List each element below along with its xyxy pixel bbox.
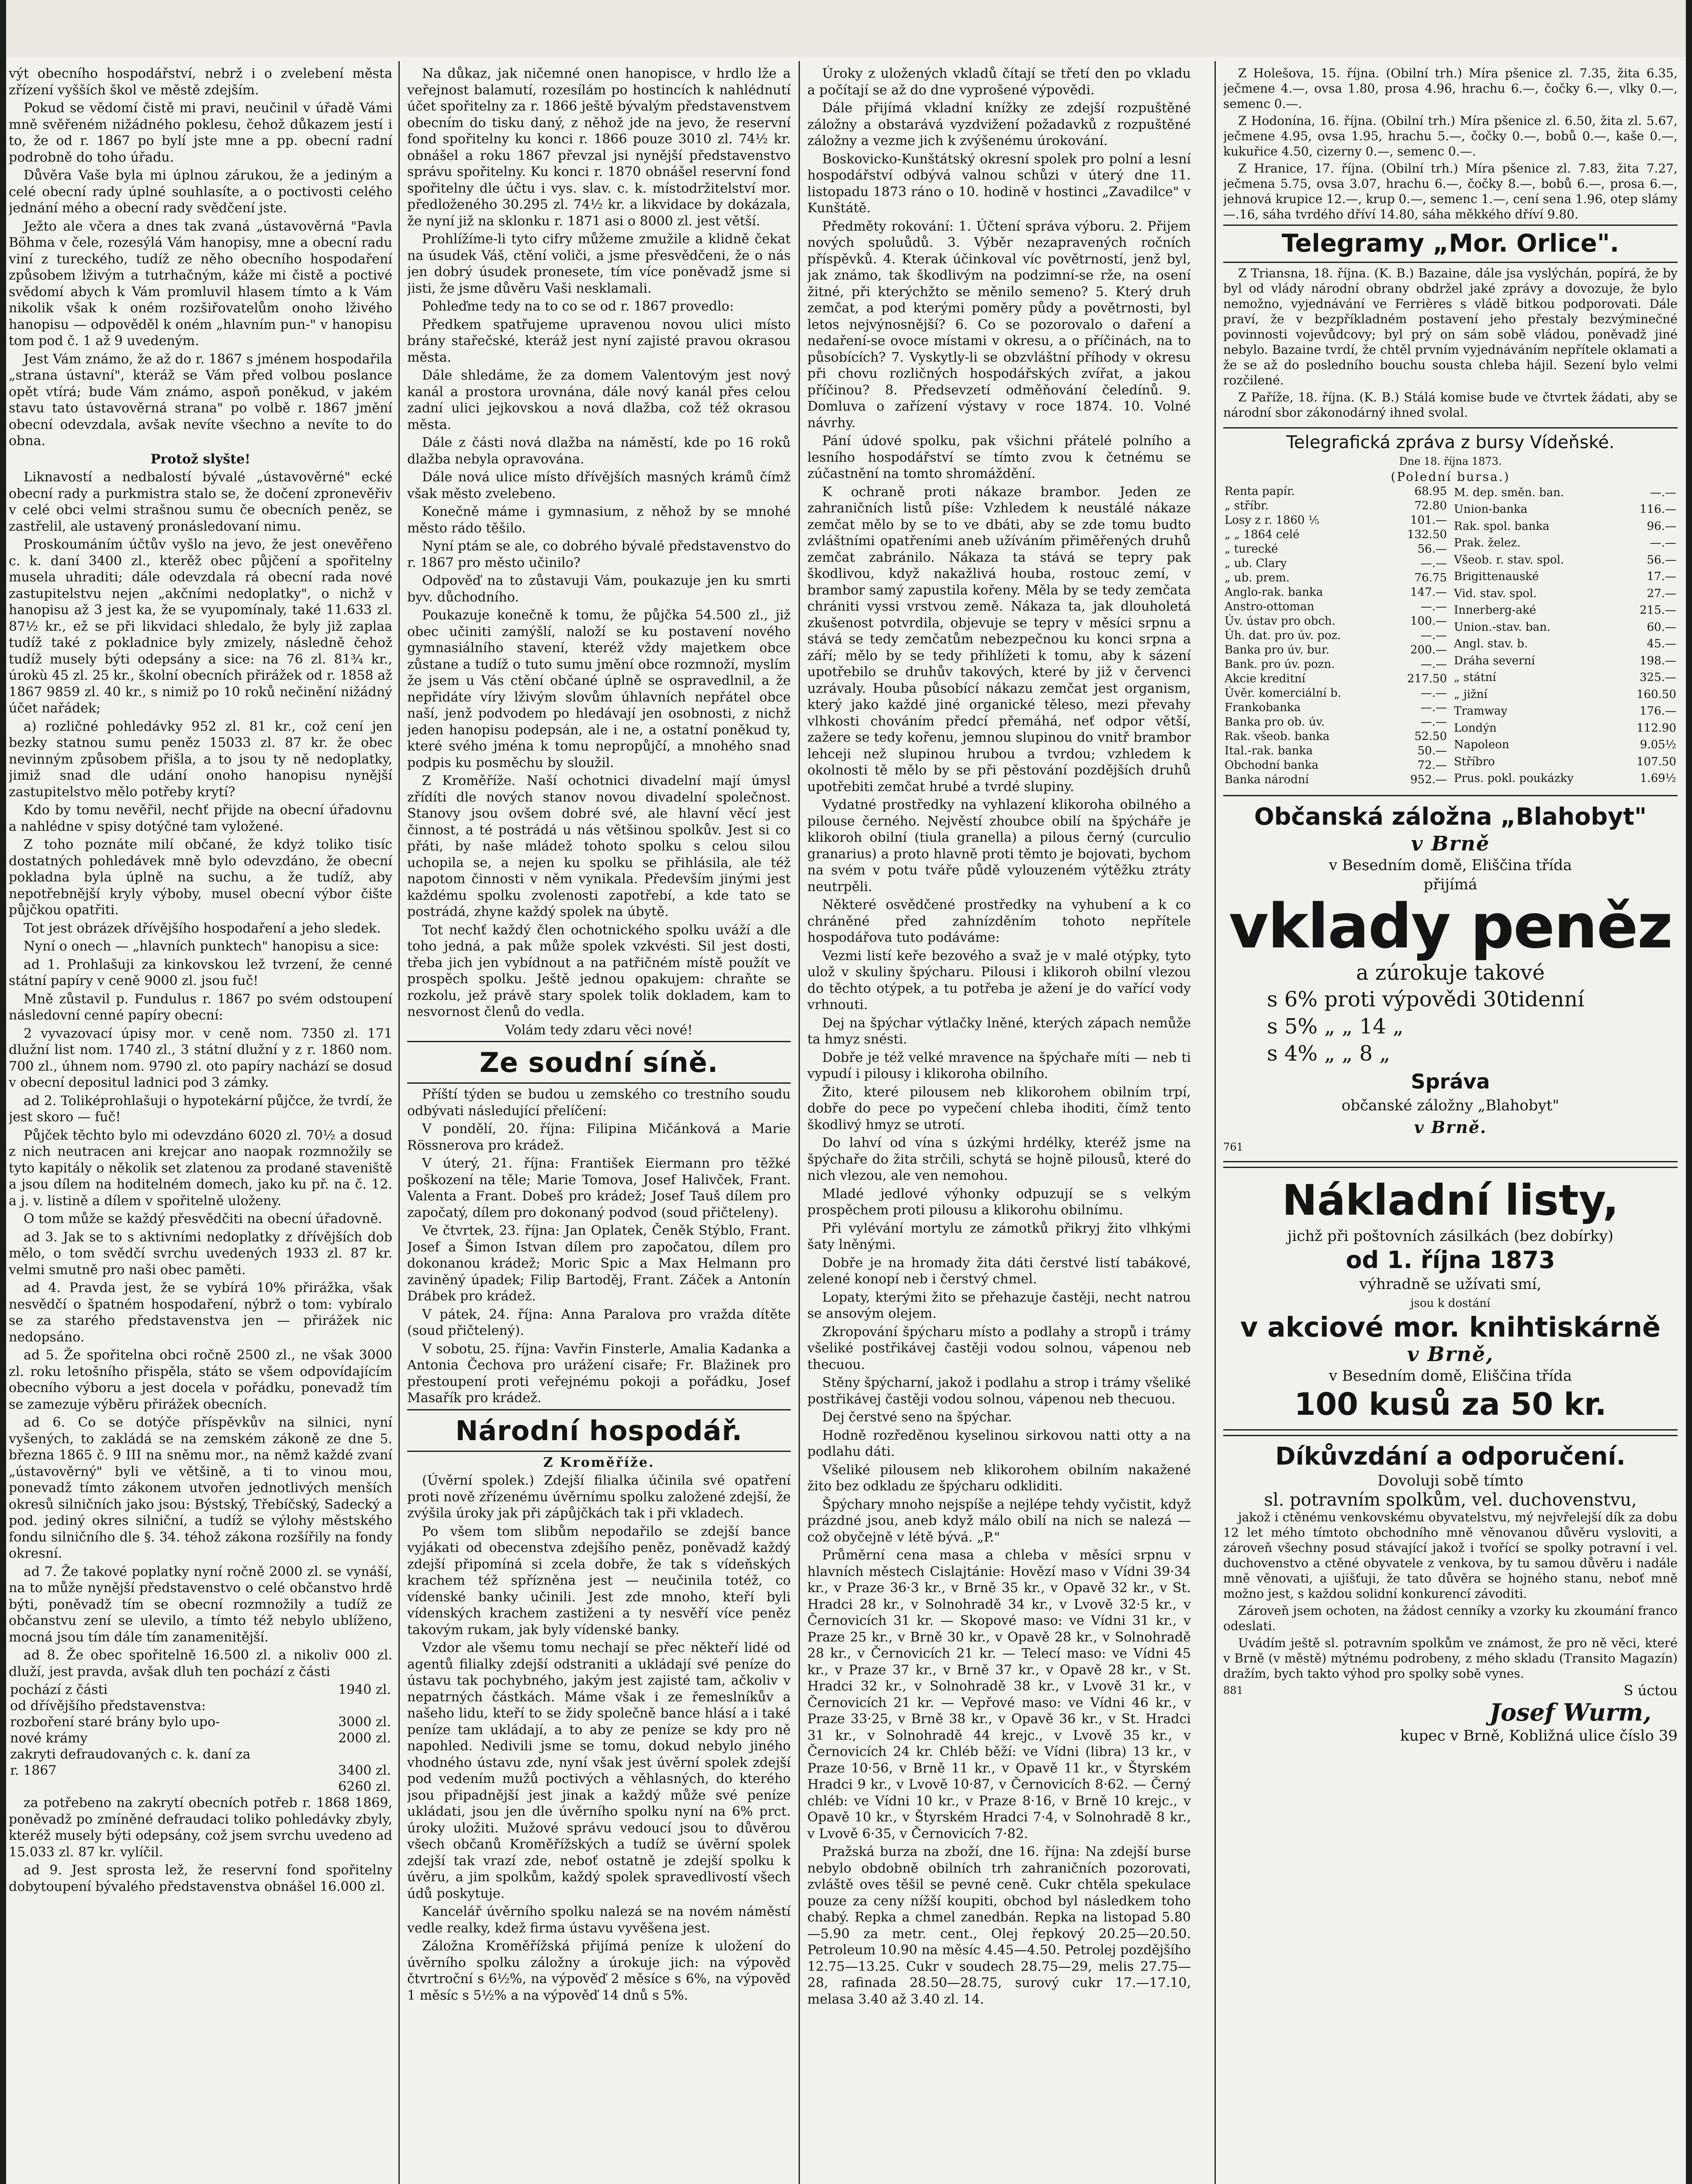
ad-line: Dovoluji sobě tímto (1377, 1472, 1523, 1489)
ad-admin: Správa (1411, 1070, 1490, 1093)
stock-name: Innerberg-aké (1454, 604, 1536, 617)
paragraph: a) rozličné pohledávky 952 zl. 81 kr., což cení jen bezky statnou sumu peněz 15033 zl. 87 kr. že obec nevinným způsobem přišla, a to jsou ty ně nedoplatky, jimiž snad dle udání onoho hanopisu nynější zastupitelstvo mělo potřeby krytí? (9, 719, 392, 800)
stock-report-date: Dne 18. října 1873. (1399, 455, 1502, 467)
stock-row (1223, 701, 1448, 715)
ad-accepts: přijímá (1423, 876, 1477, 893)
stock-value: 101.— (1410, 514, 1447, 527)
ad-blahobyt (1223, 795, 1678, 1162)
stock-value: —.— (1420, 687, 1447, 700)
paragraph: Pokud se vědomí čistě mi pravi, neučinil v úřadě Vámi mně svěřeném nižádného poklesu, čehož důkazem jestí i to, že od r. 1867 po bylí jste mne a pp. obecní radní podrobně do toho úřadu. (9, 100, 392, 165)
stock-row (1453, 670, 1678, 687)
stock-name: „ turecké (1225, 543, 1278, 556)
ledger-row: od dřívějšího představenstva: (10, 1698, 206, 1714)
section-divider (407, 1409, 791, 1410)
stock-name: Stříbro (1454, 755, 1495, 768)
subheading: Protož slyšte! (150, 451, 251, 467)
paragraph: ad 9. Jest sprosta lež, že reservní fond spořitelny dobytoupení bývalého představenstva obnášel 16.000 zl. (9, 1863, 392, 1894)
stock-row (1223, 528, 1448, 542)
section-divider (407, 1451, 791, 1452)
paragraph: Volám tedy zdaru věci nové! (505, 1022, 693, 1038)
stock-value: 9.05½ (1640, 738, 1676, 752)
paragraph: Pání údové spolku, pak všichni přátelé polního a lesního hospodářství se tímto zvou k četnému se zúčastnění na tomto shromáždění. (807, 433, 1191, 481)
paragraph: Lopaty, kterými žito se přehazuje častěji, necht natrou se ansovým olejem. (807, 1289, 1191, 1321)
stock-row (1223, 744, 1448, 758)
ad-rate: s 5% „ „ 14 „ (1267, 1014, 1404, 1039)
stock-value: —.— (1420, 557, 1447, 570)
stock-name: M. dep. směn. ban. (1454, 486, 1564, 499)
section-divider (1223, 427, 1678, 429)
ad-line: výhradně se užívati smí, (1359, 1275, 1542, 1293)
stock-value: —.— (1420, 658, 1447, 671)
market-report: Z Hodonína, 16. října. (Obilní trh.) Míra pšenice zl. 6.50, žita zl. 5.67, ječmene 4.95, ovsa 1.95, hrachu 5.—, čočky 0.—, bobů 0.—, kaše 0.—, kukuřice 4.50, cizerny 0.—, semenc 0.—. (1223, 114, 1678, 159)
stock-name: Banka pro ob. úv. (1225, 715, 1325, 729)
paragraph: Příští týden se budou u zemského co trestního soudu odbývati následující přelíčení: (407, 1087, 791, 1119)
ad-closing (1223, 1683, 1678, 1698)
paragraph: Předkem spatřujeme upravenou novou ulici místo brány stařečské, kteráž jest nyní zajisté pravou okrasou města. (407, 317, 791, 365)
stock-row (1223, 556, 1448, 571)
paragraph: Předměty rokování: 1. Účtení správa výboru. 2. Přijem nových spoluůdů. 3. Výběr nezapravených ročních příspěvků. 4. Kterak účinkoval víc povětrností, jenž byl, jak známo, tak škodlivým na podzimní-se rže, na osení žitné, při kterýchžto se měnilo semeno? 5. Který druh zemčat, a pod kterými poměry půdy a povětrnosti, byl letos nejvýnosnější? 6. Co se pozorovalo o daření a nedaření-se ovoce místami v okresu, a o příčinách, na to působících? 7. Vyskytly-li se obzvláštní příhody v okresu při chovu rozličných hospodářských zvířat, a jakou příčinou? 8. Předsevzetí odměňování čeledínů. 9. Domluva o zařízení výstavy v roce 1874. 10. Volné návrhy. (807, 218, 1191, 431)
paragraph: Nyní ptám se ale, co dobrého bývalé představenstvo do r. 1867 pro město učinilo? (407, 539, 791, 570)
paragraph: Mně zůstavil p. Fundulus r. 1867 po svém odstoupení následovní cenné papíry obecní: (9, 991, 392, 1023)
stock-value: 100.— (1410, 615, 1447, 628)
ad-rate: s 4% „ „ 8 „ (1267, 1041, 1391, 1066)
paragraph: Liknavostí a nedbalostí bývalé „ústavověrné" ecké obecní rady a purkmistra stalo se, že dočení zpronevěřiv v celé obci velmi strašnou sumu če obecních peněz, se zastřelil, ale ustavený pronásledovaní nimu. (9, 470, 392, 534)
stock-value: —.— (1420, 701, 1447, 714)
stock-row (1223, 758, 1448, 773)
ad-printer: v akciové mor. knihtiskárně (1240, 1311, 1661, 1343)
ad-admin-city: v Brně. (1414, 1117, 1487, 1137)
stock-row (1223, 686, 1448, 701)
stock-name: Úvěr. komerciální b. (1225, 687, 1341, 700)
right-scan-edge (1686, 0, 1692, 2184)
column-rule (1215, 61, 1216, 2184)
stock-name: „ jižní (1454, 688, 1488, 701)
ad-line: jichž při poštovních zásilkách (bez dobírky) (1287, 1227, 1614, 1245)
stock-row (1453, 585, 1678, 602)
stock-name: Prak. želez. (1454, 536, 1521, 550)
column-rule (398, 61, 400, 2184)
stock-value: 56.— (1417, 543, 1447, 556)
ad-address: kupec v Brně, Kobližná ulice číslo 39 (1400, 1727, 1678, 1745)
column-rule (799, 61, 800, 2184)
stock-value: 72.— (1417, 759, 1447, 772)
ledger-row: zakryti defraudovaných c. k. daní za (10, 1747, 251, 1762)
stock-name: Angl. stav. b. (1454, 637, 1528, 651)
paragraph: 2 vyvazovací úpisy mor. v ceně nom. 7350 zl. 171 dlužní list nom. 1740 zl., 3 státní dlužní y z r. 1860 nom. 700 zl., úhnem nom. 9790 zl. oto papíry nachází se dosud v obecní depositul ladnici pod 3 zámky. (9, 1026, 392, 1090)
stock-row (1453, 552, 1678, 569)
stock-name: Anstro-ottoman (1225, 600, 1315, 613)
column-3 (807, 66, 1191, 2009)
ad-line: sl. potravním spolkům, vel. duchovenstvu, (1264, 1490, 1637, 1510)
paragraph: ad 7. Že takové poplatky nyní ročně 2000 zl. se vynáší, na to může nynější představenstvo o celé občanstvo hrdě býti, poněvadž tím se obecní rozmnožily a tudíž ze občanstvu zení se ulevilo, a tímto též nebylo ublíženo, mocná jsou tím dále tím zanamenitější. (9, 1564, 392, 1645)
stock-name: Banka národní (1225, 773, 1309, 786)
ad-title: Nákladní listy, (1282, 1176, 1619, 1225)
paragraph: Kancelář úvěrního spolku nalezá se na novém náměstí vedle realky, kdež firma ústavu vyvěšena jest. (407, 1904, 791, 1936)
paragraph: Pražská burza na zboží, dne 16. října: Na zdejší burse nebylo obdobně obilních trh zahraničních pozorovati, zvláště oves těšil se pevné ceně. Cukr chtěla spekulace pouze za ceny nížší koupiti, obchod byl následkem toho chabý. Repka a chmel zanedbán. Repka na listopad 5.80—5.90 za metr. cent., Olej řepkový 20.25—20.50. Petroleum 10.90 na měsíc 4.45—4.50. Petrolej pozdějšího 12.75—13.25. Cukr v soudech 28.75—29, melis 27.75—28, rafinada 28.50—28.75, surový cukr 17.—17.10, melasa 3.40 až 3.40 zl. 14. (807, 1844, 1191, 2007)
stock-name: „ ub. Clary (1225, 557, 1287, 570)
paragraph: Jest Vám známo, že až do r. 1867 s jménem hospodařila „strana ústavní", kteráž se Vám před volbou poslance opět vtírá; bude Vám známo, aspoň poněkud, v jakém stavu tato ústavověrná strana" po volbě r. 1867 jmění obecní odevzdala, avšak nevíte všechno a nevíte to do obna. (9, 351, 392, 449)
stock-row (1453, 518, 1678, 535)
paragraph: Stěny špýcharní, jakož i podlahu a strop i trámy všeliké postřikávej častěji vodou solnou, vápenou neb thecuou. (807, 1375, 1191, 1407)
stock-report-subtitle: (Polední bursa.) (1391, 470, 1510, 484)
section-divider (1223, 225, 1678, 226)
stock-row (1223, 571, 1448, 585)
stock-row (1453, 636, 1678, 653)
paragraph: V úterý, 21. října: František Eiermann pro těžké poškození na těle; Marie Tomova, Josef Halivček, Frant. Valenta a Frant. Dobeš pro krádež; Josef Tauš dílem pro započatý, dílem pro dokonaný podvod (soud přičteleny). (407, 1156, 791, 1220)
ad-city: v Brně, (1407, 1342, 1494, 1366)
stock-row (1453, 653, 1678, 670)
stock-value: 56.— (1647, 553, 1676, 567)
ad-title: Díkůvzdání a odporučení. (1275, 1442, 1626, 1471)
section-divider (1223, 262, 1678, 263)
stock-row (1223, 773, 1448, 787)
paragraph: Z Kroměříže. Naší ochotnici divadelní mají úmysl zřídíti dle nových stanov novou divadelní společnost. Stanovy jsou ovšem dobré své, ale hlavní věcí jest činnost, a té postrádá u nás většinou spolkův. Jest si co přáti, by naše mládež tohoto spolku s celou silou uchopila se, a nejen ku spolku se přihlásila, ale též napotom činnosti v něm vynikala. Především jinými jest každému spolku zvolenosti zapotřebí, a kde tato se postrádá, zhyne každý spolek na úbytě. (407, 773, 791, 919)
stock-row (1223, 600, 1448, 614)
ledger-row: pochází z části 1940 zl. (10, 1682, 391, 1697)
stock-name: Bank. pro úv. pozn. (1225, 658, 1335, 671)
paragraph: Do lahví od vína s úzkými hrdélky, kteréž jsme na špýchaře do žita strčili, schytá se hojně pilousů, které do nich vlezou, ale ven nemohou. (807, 1135, 1191, 1183)
ad-city: v Brně (1411, 832, 1490, 855)
paragraph: Prohlížíme-li tyto cifry můžeme zmužile a klidně čekat na úsudek Váš, ctění voliči, a jsme přesvědčeni, že o nás jen dobrý úsudek pronesete, tím více poněvadž jsme si jisti, že jsme důvěru Vaši nesklamali. (407, 232, 791, 296)
paragraph: Dále přijímá vkladní knížky ze zdejší rozpuštěné záložny a obstarává vyzdvižení požadavků z rozpuštěné záložny a vezme jich k zvýšenému úrokování. (807, 100, 1191, 149)
page-top-margin (0, 0, 1692, 57)
ledger-row: rozboření staré brány bylo upo- 3000 zl. (10, 1714, 391, 1730)
paragraph: Vydatné prostředky na vyhlazení klikoroha obilného a pilouse černého. Nejvěstí zhoubce obilí na špýcháře je klikoroh obilní (tiula granella) a pilous černý (curculio granarius) a proto hlavně proti těmto je bojovati, bychom na svém v potu tváře půdě vylouzeném výtěžku ztráty neutrpěli. (807, 797, 1191, 895)
stock-row (1223, 715, 1448, 729)
paragraph: Tot nechť každý člen ochotnického spolku uváží a dle toho jedná, a pak může spolek vzkvésti. Sil jest dosti, třeba jich jen vybídnout a na patřičném místě použít ve prospěch spolku. Ještě jednou opakujem: chraňte se rozkolu, jež právě stary spolek tolik dokladem, kam to nesvornost členů do vedla. (407, 922, 791, 1019)
stock-value: 116.— (1640, 503, 1676, 516)
stock-row (1223, 657, 1448, 672)
ad-line: jsou k dostání (1410, 1297, 1491, 1310)
paragraph: ad 8. Že obec spořitelně 16.500 zl. a nikoliv 000 zl. dluží, jest pravda, avšak dluh ten pochází z části (9, 1648, 392, 1679)
paragraph: Na důkaz, jak ničemné onen hanopisce, v hrdlo lže a veřejnost balamutí, rozesílám po hostincích k nahlédnutí účet spořitelny za r. 1866 ještě bývalým představenstvem obecním do tisku daný, z něhož jde na jevo, že reservní fond spořitelny ku konci r. 1866 pouze 3010 zl. 74½ kr. obnášel a roku 1867 převzal jsi nynější představenstvo správu spořitelny. Ku konci r. 1870 obnášel reservní fond spořitelny dle účtu i vys. slav. c. k. místodržitelství mor. předloženého 30.295 zl. 74½ kr. a likvidace by dokázala, že nyní již na sklonku r. 1871 asi o 8000 zl. jest větší. (407, 66, 791, 229)
ad-interest: a zúrokuje takové (1356, 961, 1545, 985)
paragraph: výt obecního hospodářství, nebrž i o zvelebení města zřízení vyšších škol ve městě zdejším. (9, 66, 392, 98)
stock-name: Losy z r. 1860 ⅕ (1225, 514, 1319, 527)
ad-admin-line: občanské záložny „Blahobyt" (1341, 1097, 1560, 1114)
stock-row (1453, 569, 1678, 586)
stock-row (1453, 720, 1678, 737)
paragraph: Vzdor ale všemu tomu nechají se přec někteří lidé od agentů filialky zdejší odstraniti a ukládají své peníze do ústavu tak pochybného, jakým jest zajisté tam, ačkoliv v nepatrných částkách. Máme však i ze řemeslníkův a našeho lidu, kteří to se židy společně bance hlásí a i také peníze tam ukládají, a to aby ze peníze se kdy pro ně napohled. Nedivili jsme se tomu, dokud nebylo jiného vhodného ústavu zde, nyní však jest úvěrní spolek zdejší pod vedením mužů poctivých a věhlasných, do kterého jsou připadnější jest jinak a každý může své peníze ukládati, jsou jen dle úvěrního spolku nyní na 6% prct. úroky uložiti. Mužové správu vedoucí jsou to důvěrou všech občanů Kroměřížských a tudíž se úvěrní spolek zdejší tak vrazí zde, neboť ostatně je zdejší spolku k úvěru, a jim spolkům, každý spolek spravedlivostí všech údů poskytuje. (407, 1640, 791, 1901)
ad-signature: Josef Wurm, (1489, 1698, 1651, 1726)
paragraph: ad 3. Jak se to s aktivními nedoplatky z dřívějších dob mělo, o tom svědčí svrchu uvedených 1933 zl. 87 kr. velmi smutně pro naši obec paměti. (9, 1229, 392, 1278)
paragraph: Po všem tom slibům nepodařilo se zdejší bance vyjákati od obecenstva zdejšího peněz, poněvadž každý zdejší připomíná si zcela dobře, že tak s vídeňských krachem též spřízněna jest — neučinila totéž, co vídenské banky učinili. Jest zde mnoho, kteří byli vídenských krachem zastiženi a ty nesvěří více peněz takovým rukam, jak byly vídenské banky. (407, 1524, 791, 1638)
stock-value: 27.— (1647, 587, 1676, 600)
stock-name: Vid. stav. spol. (1454, 587, 1537, 600)
paragraph: Dále shledáme, že za domem Valentovým jest nový kanál a prostora urovnána, dále nový kanál přes celou zadní ulici jejkovskou a nová dlažba, což též okrasou města. (407, 368, 791, 432)
paragraph: Proskoumáním účtův vyšlo na jevo, že jest onevěřeno c. k. daní 3400 zl., kterěž obec půjčení a spořitelny musela uhraditi; dále odevzdala rá obecní rada nové zastupitelstvu nejen „akčními nedoplatky", o nichž v hanopisu až 3 jest ka, že se vyupomínaly, také 11.633 zl. 87½ kr., ež se při likvidaci shledalo, že byly již zaplaa tudíž také z pokladnice byly zmizely, následně čehož tudíž musely býti odepsány a sice: na 76 zl. 81¾ kr., úrokù 45 zl. 25 kr., školní obecních přirážek od r. 1858 až 1867 9859 zl. 40 kr., s nimiž po 10 roků nečinění nižádný účet nařádek; (9, 537, 392, 716)
stock-row (1223, 484, 1448, 499)
paragraph: Dobře je na hromady žita dáti čerstvé listí tabákové, zelené konopí neb i čerstvý chmel. (807, 1255, 1191, 1287)
paragraph: Dej na špýchar výtlačky lněné, kterých zápach nemůže ta hmyz snésti. (807, 1015, 1191, 1047)
ad-headline: vklady peněz (1228, 891, 1672, 962)
stock-value: 45.— (1647, 637, 1676, 651)
paragraph: Mladé jedlové výhonky odpuzují se s velkým prospěchem proti pilousu a klikorohu obilnímu. (807, 1186, 1191, 1218)
paragraph: Všeliké pilousem neb klikorohem obilním nakažené žito bez odkladu ze špýcharu odkliditi. (807, 1462, 1191, 1494)
stock-name: „ ub. prem. (1225, 571, 1290, 584)
stock-row (1453, 686, 1678, 703)
paragraph: Konečně máme i gymnasium, z něhož by se mnohé město rádo těšilo. (407, 504, 791, 536)
ad-rate: s 6% proti výpovědi 30tidenní (1267, 987, 1585, 1012)
stock-name: Frankobanka (1225, 701, 1301, 714)
paragraph: Dále z části nová dlažba na náměstí, kde po 16 roků dlažba nebyla opravována. (407, 435, 791, 467)
stock-row (1223, 643, 1448, 657)
paragraph: ad 4. Pravda jest, že se vybírá 10% přirážka, však nesvědčí o špatném hospodaření, nýbrž o tom: vybíralo se za starého představenstva jen — přirážek nic nedopsáno. (9, 1280, 392, 1345)
market-report: Z Hranice, 17. října. (Obilní trh.) Míra pšenice zl. 7.83, žita 7.27, ječmena 5.75, ovsa 3.07, hrachu 6.—, čočky 8.—, bobů 6.—, prosa 6.—, jehnová krupice 12.—, krup 0.—, semenc 1.—, cení sena 1.96, otep slámy —.16, sáha tvrdého dříví 14.80, sáha měkkého dříví 9.80. (1223, 161, 1678, 221)
stock-name: „ „ 1864 celé (1225, 528, 1300, 541)
telegrams-heading: Telegramy „Mor. Orlice". (1281, 229, 1619, 258)
column-1 (9, 66, 392, 1897)
ad-date: od 1. října 1873 (1346, 1246, 1555, 1274)
stock-table-left (1223, 484, 1448, 787)
paragraph: V sobotu, 25. října: Vavřin Finsterle, Amalia Kadanka a Antonia Čechova pro urážení cisaře; Fr. Blažinek pro přestoupení proti veřejnému pokoji a pořádku, Josef Masařík pro krádež. (407, 1341, 791, 1406)
stock-name: Tramway (1454, 705, 1508, 718)
stock-value: 132.50 (1407, 528, 1447, 541)
stock-value: —.— (1650, 486, 1676, 499)
ad-closing-text: S úctou (1623, 1682, 1678, 1699)
stock-value: 147.— (1410, 586, 1447, 599)
market-report: Z Holešova, 15. října. (Obilní trh.) Míra pšenice zl. 7.35, žita 6.35, ječmene 4.—, ovsa 1.80, prosa 4.96, hrachu 6.—, čočky 6.—, vlky 0.—, semenc 0.—. (1223, 66, 1678, 111)
section-divider (407, 1041, 791, 1042)
stock-name: Union.-stav. ban. (1454, 620, 1550, 634)
paragraph: Zkropování špýcharu místo a podlahy a stropů i trámy všeliké postřikávej častěji vodou solnou, vápenou neb thecuou. (807, 1324, 1191, 1372)
paragraph: Dej čerstvé seno na špýchar. (822, 1410, 1012, 1425)
paragraph: Půjček těchto bylo mi odevzdáno 6020 zl. 70½ a dosud z nich neutracen ani krejcar ano naopak rozmnožily se tyto kapitály o několik set zlatenou za prodané staveniště a jsou dílem na hoditelném domech, jako ku př. na č. 12. a j. v. listině a dílem v spořitelně uloženy. (9, 1127, 392, 1209)
stock-value: 17.— (1647, 570, 1676, 584)
stock-value: 68.95 (1414, 485, 1447, 498)
stock-value: 952.— (1410, 773, 1447, 786)
stock-row (1453, 737, 1678, 754)
stock-value: —.— (1420, 629, 1447, 642)
paragraph: Úroky z uložených vkladů čítají se třetí den po vkladu a počítají se až do dne vyprošené výpovědi. (807, 66, 1191, 98)
paragraph: Ve čtvrtek, 23. října: Jan Oplatek, Čeněk Stýblo, Frant. Josef a Šimon Istvan dílem pro započatou, dílem pro dokonanou krádež; Moric Spic a Max Helmann pro zaviněný úpadek; Filip Bartoděj, Frant. Záček a Antonín Drábek pro krádež. (407, 1223, 791, 1304)
stock-row (1223, 513, 1448, 528)
paragraph: Kdo by tomu nevěřil, nechť přijde na obecní úřadovnu a nahlédne v spisy dotýčné tam vyložené. (9, 802, 392, 834)
paragraph: Dále nová ulice místo dřívějších masných krámů čímž však město zvelebeno. (407, 470, 791, 501)
ad-nakladni-listy (1223, 1167, 1678, 1431)
stock-value: 60.— (1647, 620, 1676, 634)
section-divider (407, 1082, 791, 1084)
column-2 (407, 66, 791, 2005)
paragraph: ad 1. Prohlašuji za kinkovskou lež tvrzení, že cenné státní papíry v ceně 9000 zl. jsou fuč! (9, 957, 392, 988)
paragraph: V pondělí, 20. října: Filipina Mičánková a Marie Rössnerova pro krádež. (407, 1121, 791, 1153)
stock-value: 96.— (1647, 519, 1676, 533)
paragraph: Tot jest obrázek dřívějšího hospodaření a jeho sledek. (24, 920, 381, 936)
stock-name: Rak. všeob. banka (1225, 730, 1330, 743)
stock-name: Úv. ústav pro obch. (1225, 615, 1336, 628)
column-4 (1223, 66, 1678, 1756)
left-scan-edge (0, 0, 6, 2184)
paragraph: V pátek, 24. října: Anna Paralova pro vražda dítěte (soud přičtelený). (407, 1306, 791, 1338)
section-heading-court: Ze soudní síně. (479, 1047, 719, 1078)
stock-value: 112.90 (1637, 721, 1676, 735)
paragraph: Ježto ale včera a dnes tak zvaná „ústavověrná "Pavla Böhma v čele, rozesýlá Vám hanopisy, mne a obecní radu viní z tureckého, tudíž ze něho obecního hospodaření způsobem lživým a tutrhačným, káže mi čistě a poctivé svědomí abych k Vám promluvil hlasem tímto a k Vám nikolik však k oném rozšiřovatelům onoho lživého hanopisu — odpověděl k oném „hlavním pun-" v hanopisu tom pod č. 1 až 9 uvedeným. (9, 218, 392, 349)
ad-address: v Besedním domě, Eliščina třída (1329, 857, 1572, 874)
stock-name: Londýn (1454, 721, 1497, 735)
stock-name: „ státní (1454, 671, 1496, 684)
paragraph: Vezmi listí keře bezového a svaž je v malé otýpky, tyto ulož v skuliny špýcharu. Pilousi i klikoroh obilní vlezou do těchto otýpek, a tu potřeba je ažení je do vařící vody vrhnouti. (807, 948, 1191, 1013)
telegram: Z Triansna, 18. října. (K. B.) Bazaine, dále jsa vyslýchán, popírá, že by byl od vlády národní obrany obdržel jaké zprávy a dovozuje, že bylo nemožno, vyjednávání ve Ferrières s vládě bitkou podporovati. Dále praví, že v bezpříkladném postavení jeho přestaly bezvýminečné povinnosti vojevůdcovy; byl prý on sám sobě vládou, poněvadž jiné nebylo. Bazaine tvrdí, že chtěl prvním vyjednáváním nepřítele oklamati a že se až do posledního bouchu sousta chleba hájil. Sezení bylo velmi rozčilené. (1223, 266, 1678, 387)
stock-row (1453, 753, 1678, 771)
stock-row (1223, 614, 1448, 629)
ledger-row: r. 1867 3400 zl. (10, 1763, 391, 1778)
stock-name: Všeob. r. stav. spol. (1454, 553, 1564, 567)
stock-name: Anglo-rak. banka (1225, 586, 1323, 599)
stock-row (1223, 542, 1448, 556)
debt-ledger (9, 1682, 392, 1795)
stock-row (1223, 672, 1448, 686)
ad-address: v Besedním domě, Eliščina třída (1329, 1367, 1572, 1385)
ledger-row: 6260 zl. (338, 1779, 391, 1794)
paragraph: Nyní o onech — „hlavních punktech" hanopisu a sice: (24, 939, 379, 954)
stock-row (1223, 729, 1448, 744)
ad-number: 761 (1223, 1141, 1243, 1153)
paragraph: Při vylévání mortylu ze zámotků přikryj žito vlhkými šaty lněnými. (807, 1220, 1191, 1252)
paragraph: ad 2. Toliképrohlašuji o hypotekární půjčce, že tvrdí, že jest skoro — fuč! (9, 1093, 392, 1125)
paragraph: Žito, které pilousem neb klikorohem obilním trpí, dobře do pece po vypečení chleba ihoditi, čímž tento škodlivý hmyz se utrotí. (807, 1084, 1191, 1133)
stock-row (1453, 602, 1678, 619)
stock-value: 1.69½ (1640, 772, 1676, 785)
paragraph: Důvěra Vaše byla mi úplnou zárukou, že a jediným a celé obecní rady úplné souhlasíte, a o poctivosti celého jednání mého a obecní rady svědčení jste. (9, 168, 392, 216)
stock-report-heading: Telegrafická zpráva z bursy Vídeňské. (1286, 432, 1615, 453)
ad-wurm (1223, 1435, 1678, 1752)
paragraph: K ochraně proti nákaze brambor. Jeden ze zahraničních listů píše: Vzhledem k neustálé nákaze zemčat mělo by se to ve dbáti, aby se zde tomu budto zvláštními opatřeními aneb užíváním přiměřených druhů zemčat zabránilo. Nákaza ta stává se tepry pak škodlivou, když nakažlivá houba, rostouc zemí, v brambor samý zapustila kořeny. Měla by se tedy zemčata chrániti vyssi vrstvou země. Nákaza ta, jak dlouholetá zkušenost potvrdila, objevuje se tepry v měsíci srpnu a stává se tedy zemčatům nebezpečnou ku konci srpna a září; mělo by se tedy přihlížeti k tomu, aby k sázení upotřebilo se druhův takových, které by již v červenci uzrávaly. Houba působící nákazu zemčat jest organism, který jako každé jiné organické těleso, mezi převahy vlhkosti chováním předcí přemáhá, neť odpor větší, zažere se tedy kořenu, jemnou slupinou do vnitř brambor lehceji než slupinou hrubou a tvrdou; vzhledem k okolnosti tě mělo by se při pěstování pozdějších druhů upotřebiti zemčat hrubé a tvrdé slupiny. (807, 484, 1191, 795)
ad-number: 881 (1223, 1684, 1243, 1697)
stock-name: Úh. dat. pro úv. poz. (1225, 629, 1341, 642)
stock-value: 160.50 (1637, 688, 1676, 701)
paragraph: O tom může se každý přesvědčiti na obecní úřadovně. (24, 1211, 382, 1227)
paragraph: Záložna Kroměřížská přijímá peníze k uložení do úvěrního spolku záložny a úrokuje jich: na výpověď čtvrtroční s 6½%, na výpověď 2 měsíce s 6%, na výpověď 1 měsíc s 5½% a na výpověď 14 dnů s 5%. (407, 1939, 791, 2003)
stock-name: Banka pro úv. bur. (1225, 643, 1329, 657)
stock-table (1223, 484, 1678, 787)
paragraph: ad 6. Co se dotýče příspěvkův na silnici, nyní vyšených, to zakládá se na zemském zákoně ze dne 5. března 1865 č. 9 III na sněmu mor., na němž každé zvaní „ústavověrný" byli ve většině, a ti to vinou mou, ponevadž tímto zákonem utvořen jednotlivých menších okresů silničních jako jsou: Býstský, Třebíčský, Sadecký a pod. jediný okres silniční, a tudíž se výlohy městského fondu silničního dle §. 34. téhož zákona rozšířily na fondy okresní. (9, 1415, 392, 1561)
ad-paragraph: Uvádím ještě sl. potravním spolkům ve známost, že pro ně věci, které v Brně (v městě) mýtnému podrobeny, z mého skladu (Transito Magazín) dražím, bych takto výhod pro spolky sobě vynes. (1223, 1636, 1678, 1681)
stock-value: —.— (1420, 600, 1447, 613)
paragraph: Některé osvědčené prostředky na vyhubení a k co chráněné před zahnízděním tohoto nepřítele hospodářova tuto podáváme: (807, 897, 1191, 945)
stock-value: 198.— (1640, 654, 1676, 667)
stock-name: Rak. spol. banka (1454, 519, 1550, 533)
stock-value: 72.80 (1414, 499, 1447, 512)
paragraph: Odpověď na to zůstavuji Vám, poukazuje jen ku smrti byv. důchodního. (407, 573, 791, 605)
stock-name: Union-banka (1454, 503, 1528, 516)
paragraph: Dobře je též velké mravence na špýchaře míti — neb ti vypudí i pilousy i klikoroha obilního. (807, 1050, 1191, 1082)
paragraph: Špýchary mnoho nejspíše a nejlépe tehdy vyčistit, když prázdné jsou, aneb když málo obilí na nich se nalezá — což obyčejně v létě bývá. „P." (807, 1496, 1191, 1545)
ad-paragraph: jakož i ctěnému venkovskému obyvatelstvu, mý nejvřelejší dík za dobu 12 let mého tímtoto obchodního mně věnovanou důvěru vysloviti, a zároveň všechny posud stávající jakož i tvořící se spolky potravní i vel. duchovenstvo a ctěné obyvatele z venkova, by tu samou důvěru i nadále mně věnovati, a ujišťuji, že tato důvěra se hojného stanu, neboť mně možno jest, s každou solidní konkurencí závoditi. (1223, 1510, 1678, 1601)
stock-row (1453, 535, 1678, 552)
stock-row (1453, 703, 1678, 720)
paragraph: ad 5. Že spořitelna obci ročně 2500 zl., ne však 3000 zl. roku letošního přispěla, státo se všem odpovídajícím obecního výboru a jest docela v pořádku, ponevadž tím se zamezuje výběru přirážek obecních. (9, 1348, 392, 1412)
stock-value: 76.75 (1414, 571, 1447, 584)
stock-row (1223, 629, 1448, 643)
stock-name: Renta papír. (1225, 485, 1295, 498)
paragraph: Průměrní cena masa a chleba v měsíci srpnu v hlavních městech Cislajtánie: Hovězí maso v Vídni 39·34 kr., v Praze 36·3 kr., v Brně 35 kr., v Opavě 32 kr., v St. Hradci 28 kr., v Solnohradě 34 kr., v Lvově 32·5 kr., v Černovicích 31 kr. — Skopové maso: ve Vídni 31 kr., v Praze 25 kr., v Brně 30 kr., v Opavě 28 kr., v Solnohradě 28 kr., v Černovicích 21 kr. — Telecí maso: ve Vídni 45 kr., v Praze 37 kr., v Brně 37 kr., v Opavě 28 kr., v St. Hradci 32 kr., v Solnohradě 38 kr., v Lvově 31 kr., v Černovicích 21 kr. — Vepřové maso: ve Vídni 46 kr., v Praze 33·25, v Brně 38 kr., v Opavě 36 kr., v St. Hradci 31 kr., v Solnohradě 44 krejc., v Lvově 35 kr., v Černovicích 24 kr. Chléb běží: ve Vídni (libra) 13 kr., v Praze 10·56, v Brně 11 kr., v Opavě 11 kr., v Štyrském Hradci 9 kr., v Lvově 10·87, v Černovicích 8·62. — Černý chléb: ve Vídni 10 kr., v Praze 8·16, v Brně 10 krejc., v Opavě 10 kr., v Štyrském Hradci 7·4, v Solnohradě 8 kr., v Lvově 6·35, v Černovicích 7·82. (807, 1548, 1191, 1842)
ledger-row: nové krámy 2000 zl. (10, 1731, 391, 1746)
ad-title: Občanská záložna „Blahobyt" (1254, 803, 1647, 830)
stock-name: Akcie kreditní (1225, 672, 1306, 685)
stock-value: —.— (1650, 536, 1676, 550)
paragraph: Pohleďme tedy na to co se od r. 1867 provedlo: (422, 299, 734, 314)
section-heading-economy: Národní hospodář. (455, 1414, 743, 1447)
stock-row (1223, 499, 1448, 513)
stock-name: Ital.-rak. banka (1225, 744, 1313, 757)
stock-name: Prus. pokl. poukázky (1454, 772, 1574, 785)
paragraph: Poukazuje konečně k tomu, že půjčka 54.500 zl., již obec učiniti zamýšlí, naloží se ku postavení nového gymnasiálního stavení, kteréž vždy majetkem obce zůstane a tudíž o tuto sumu jmění obce rozmnoží, myslím že jsem u Vás ctění občané úplně se ospravedlnil, a že nepřidáte víry lživým slovům úhlavních nepřátel obce naší, jenž podvodem po hledávají jen osobnosti, z nichž jeden hanopisu podepsán, ale i ne, a ostatní poněkud ty, které svého jména k tomu nepropůjčí, a mnohého snad podpis ku posměchu by sloužil. (407, 608, 791, 771)
stock-name: Obchodní banka (1225, 759, 1319, 772)
ad-paragraph: Zároveň jsem ochoten, na žádost cenníky a vzorky ku zkoumání franco odeslati. (1223, 1603, 1678, 1633)
stock-value: 176.— (1640, 705, 1676, 718)
stock-row (1453, 619, 1678, 636)
stock-value: —.— (1420, 715, 1447, 729)
stock-value: 52.50 (1414, 730, 1447, 743)
stock-row (1453, 501, 1678, 518)
stock-value: 325.— (1640, 671, 1676, 684)
stock-value: 200.— (1410, 643, 1447, 657)
paragraph: Boskovicko-Kunštátský okresní spolek pro polní a lesní hospodářství odbývá valnou schůzi v úterý dne 11. listopadu 1873 ráno o 10. hodině v hostinci „Zavadilce" v Kunštátě. (807, 151, 1191, 216)
stock-value: 50.— (1417, 744, 1447, 757)
stock-value: 107.50 (1637, 755, 1676, 768)
ad-price: 100 kusů za 50 kr. (1294, 1386, 1607, 1422)
stock-value: 215.— (1640, 604, 1676, 617)
stock-name: Dráha severní (1454, 654, 1535, 667)
stock-row (1453, 771, 1678, 788)
paragraph: (Úvěrní spolek.) Zdejší filialka účinila své opatření proti nově zřízenému úvěrnímu spolku založené zdejší, že zvýšila úroky jak při zápůjčkách tak i při vkladech. (407, 1473, 791, 1521)
telegram: Z Paříže, 18. října. (K. B.) Stálá komise bude ve čtvrtek žádati, aby se národní sbor zákonodárný ihned svolal. (1223, 390, 1678, 420)
paragraph: Z toho poznáte milí občané, že kdyż toliko tisíc dostatných pohledávek mně bylo odevzdáno, že obecní pokladna byla úplně na suchu, a že tudíž, aby nepotřebnější kryly výboby, musel obecní výbor čište půjčkou opatřiti. (9, 837, 392, 918)
stock-value: 217.50 (1407, 672, 1447, 685)
dateline: Z Kroměříže. (543, 1455, 655, 1470)
stock-table-right (1453, 484, 1678, 787)
stock-name: Napoleon (1454, 738, 1509, 752)
paragraph: Hodně rozředěnou kyselinou sirkovou natti otty a na podlahu dáti. (807, 1427, 1191, 1459)
stock-name: Brigittenauské (1454, 570, 1539, 584)
stock-name: „ stříbr. (1225, 499, 1269, 512)
stock-row (1453, 484, 1678, 501)
stock-row (1223, 585, 1448, 600)
paragraph: za potřebeno na zakrytí obecních potřeb r. 1868 1869, poněvadž po zmíněné defraudaci toliko pohledávky zbyly, kteréž musely býti odepsány, což jsem svrchu uvedeno ad 15.033 zl. 87 kr. vylíčil. (9, 1795, 392, 1860)
